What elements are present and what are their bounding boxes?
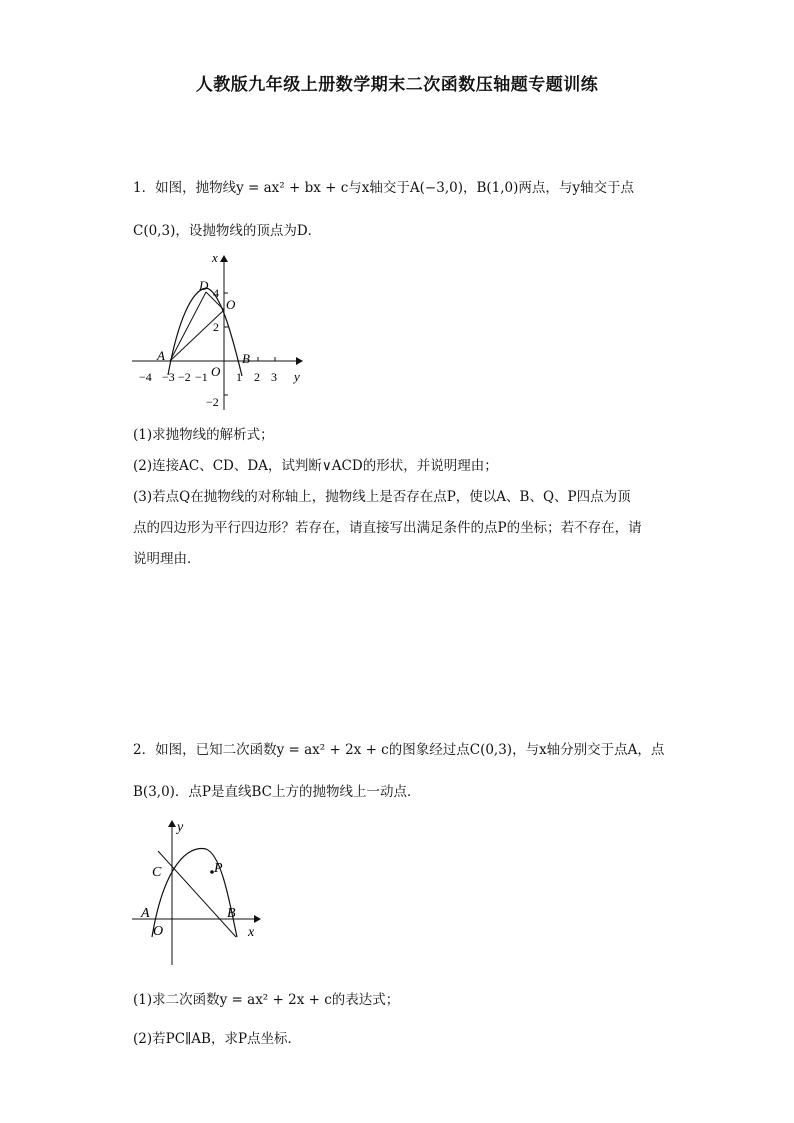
q2-part-1: (1)求二次函数y = ax² + 2x + c的表达式； — [133, 992, 400, 1008]
q1-tick-x-neg4: −4 — [139, 370, 152, 384]
q1-part-2: (2)连接AC、CD、DA，试判断∨ACD的形状，并说明理由； — [133, 458, 498, 474]
q2-label-a: A — [141, 906, 150, 921]
q1-tick-y-2: 2 — [213, 320, 219, 334]
q1-tick-x-2: 2 — [254, 370, 260, 384]
q1-tick-x-neg1: −1 — [195, 370, 208, 384]
q1-segment-ac — [170, 310, 224, 361]
q1-tick-x-3: 3 — [271, 370, 277, 384]
q2-figure — [130, 815, 270, 970]
q1-tick-x-neg2: −2 — [178, 370, 191, 384]
q1-label-y: x — [212, 250, 218, 265]
q2-label-x: x — [248, 925, 255, 940]
q1-figure — [130, 250, 310, 415]
q2-label-y: y — [177, 820, 184, 835]
q2-label-origin: O — [153, 924, 164, 939]
q2-part-2: (2)若PC∥AB，求P点坐标． — [133, 1031, 302, 1047]
q2-label-p: P — [214, 861, 223, 876]
q1-stem-line-2: C(0,3)，设抛物线的顶点为D． — [133, 223, 322, 239]
q1-tick-x-neg3: −3 — [162, 370, 175, 384]
q1-label-b: B — [242, 351, 250, 366]
q2-stem-line-1: 2．如图，已知二次函数y = ax² + 2x + c的图象经过点C(0,3)，与x轴分别交于点A，点 — [133, 742, 665, 758]
q1-label-x: y — [294, 369, 300, 384]
page-title: 人教版九年级上册数学期末二次函数压轴题专题训练 — [195, 75, 599, 95]
q2-line-bc — [158, 851, 236, 937]
q1-label-d: D — [199, 278, 209, 293]
q1-label-c: O — [226, 297, 236, 312]
q1-tick-x-1: 1 — [236, 370, 242, 384]
q2-label-c: C — [152, 865, 162, 880]
q1-label-a: A — [157, 348, 165, 363]
q1-stem-line-1: 1．如图，抛物线y = ax² + bx + c与x轴交于A(−3,0)，B(1,0)两点，与y轴交于点 — [133, 180, 635, 196]
q1-label-origin: O — [211, 364, 221, 379]
q1-segment-ad — [170, 292, 206, 361]
q1-tick-y-neg2: −2 — [206, 395, 219, 409]
q1-part-3-line-3: 说明理由． — [133, 551, 201, 567]
q1-tick-y-4: 4 — [213, 286, 219, 300]
q1-part-3-line-2: 点的四边形为平行四边形？若存在，请直接写出满足条件的点P的坐标；若不存在，请 — [133, 520, 642, 536]
q1-part-3-line-1: (3)若点Q在抛物线的对称轴上，抛物线上是否存在点P，使以A、B、Q、P四点为顶 — [133, 489, 631, 505]
q2-stem-line-2: B(3,0)．点P是直线BC上方的抛物线上一动点． — [133, 784, 421, 800]
q1-part-1: (1)求抛物线的解析式； — [133, 427, 274, 443]
q2-label-b: B — [227, 906, 236, 921]
